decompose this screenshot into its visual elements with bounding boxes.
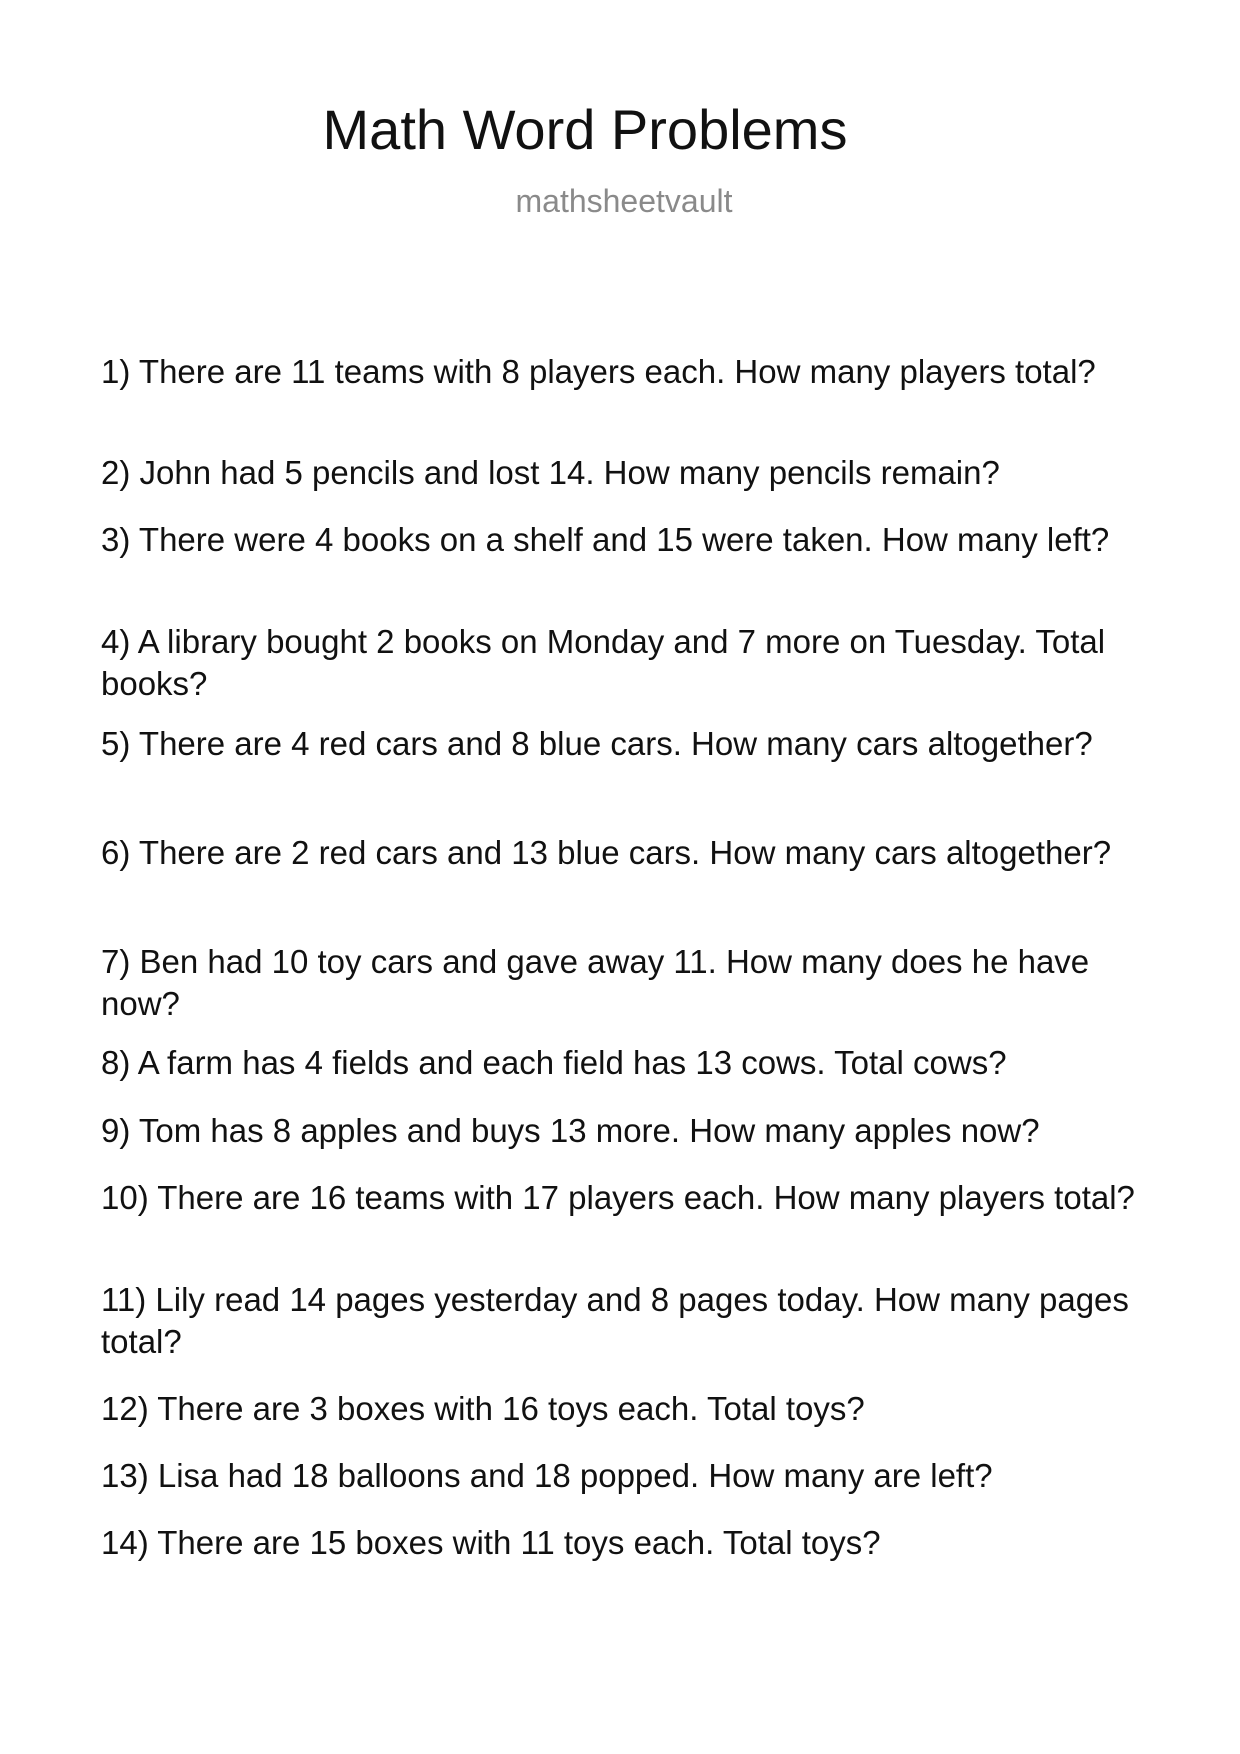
problem-item: 6) There are 2 red cars and 13 blue cars. How many cars altogether? <box>101 834 1112 871</box>
problem-item: 2) John had 5 pencils and lost 14. How many pencils remain? <box>101 454 1000 491</box>
page-title: Math Word Problems <box>322 98 848 161</box>
problem-item: 9) Tom has 8 apples and buys 13 more. How many apples now? <box>101 1112 1040 1149</box>
problem-item: 14) There are 15 boxes with 11 toys each. Total toys? <box>101 1524 881 1561</box>
page-subtitle: mathsheetvault <box>515 183 733 219</box>
problem-item: 7) Ben had 10 toy cars and gave away 11. How many does he have now? <box>101 943 1090 1022</box>
problem-item: 11) Lily read 14 pages yesterday and 8 pages today. How many pages total? <box>101 1281 1129 1360</box>
problem-item: 13) Lisa had 18 balloons and 18 popped. How many are left? <box>101 1457 993 1494</box>
problem-item: 3) There were 4 books on a shelf and 15 were taken. How many left? <box>101 521 1110 558</box>
problem-item: 1) There are 11 teams with 8 players each. How many players total? <box>101 353 1096 390</box>
problem-item: 5) There are 4 red cars and 8 blue cars. How many cars altogether? <box>101 725 1093 762</box>
problem-item: 4) A library bought 2 books on Monday and 7 more on Tuesday. Total books? <box>101 623 1106 702</box>
problem-item: 10) There are 16 teams with 17 players each. How many players total? <box>101 1179 1135 1216</box>
problem-item: 8) A farm has 4 fields and each field has 13 cows. Total cows? <box>101 1044 1007 1081</box>
problem-item: 12) There are 3 boxes with 16 toys each. Total toys? <box>101 1390 865 1427</box>
